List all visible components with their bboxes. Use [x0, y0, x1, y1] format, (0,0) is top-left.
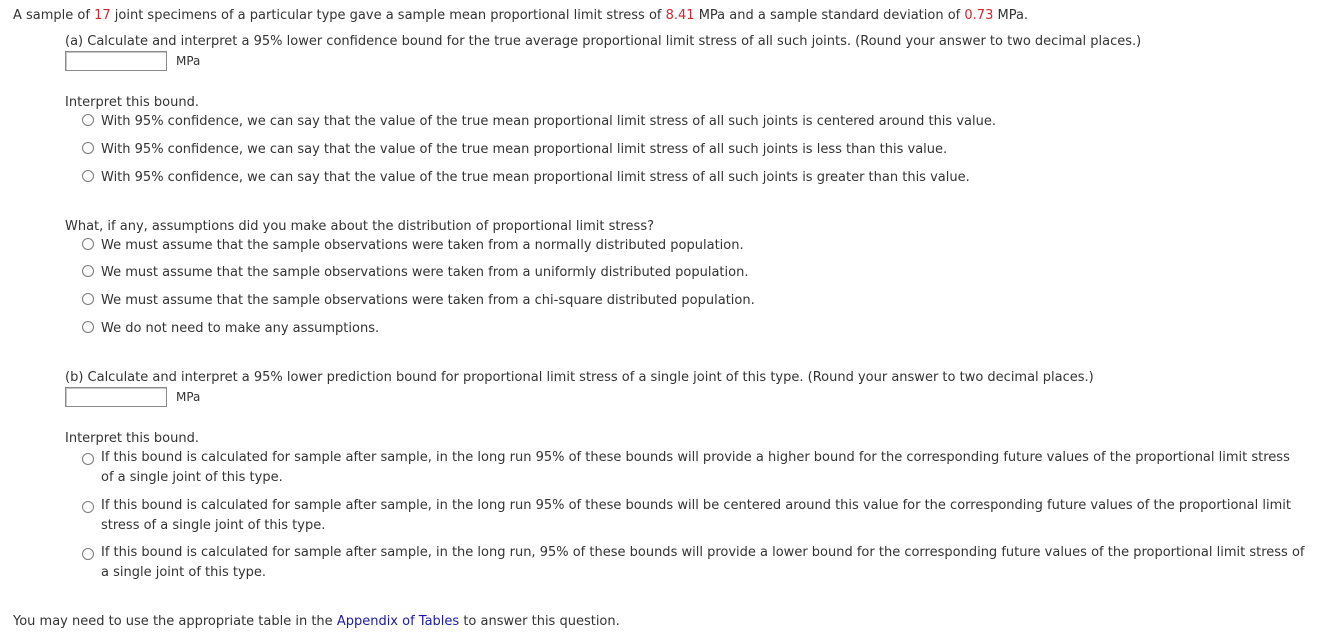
radio-button[interactable] [82, 142, 94, 154]
part-b-interpret-option[interactable]: If this bound is calculated for sample after sample, in the long run 95% of these bounds will provide a higher bound for the corresponding future values of the proportional limit stress of a single joint of this type. [82, 451, 1306, 488]
part-a-interpret-option[interactable]: With 95% confidence, we can say that the value of the true mean proportional limit stress of all such joints is less than this value. [82, 140, 947, 160]
part-b-prompt: (b) Calculate and interpret a 95% lower prediction bound for proportional limit stress of a single joint of this type. (Round your answer to two decimal places.) [65, 370, 1094, 385]
part-a-assumption-label: What, if any, assumptions did you make about the distribution of proportional limit stress? [65, 219, 654, 234]
radio-button[interactable] [82, 293, 94, 305]
radio-button[interactable] [82, 238, 94, 250]
part-a-unit-label: MPa [176, 54, 201, 68]
part-a-answer-input[interactable] [65, 51, 167, 71]
problem-statement: A sample of 17 joint specimens of a particular type gave a sample mean proportional limit stress of 8.41 MPa and a sample standard deviation of 0.73 MPa. [13, 8, 1029, 23]
footer-note: You may need to use the appropriate table in the Appendix of Tables to answer this question. [13, 614, 620, 629]
part-a-interpret-label: Interpret this bound. [65, 95, 199, 110]
part-a-assumption-option[interactable]: We do not need to make any assumptions. [82, 319, 379, 339]
part-b-interpret-option[interactable]: If this bound is calculated for sample after sample, in the long run, 95% of these bounds will provide a lower bound for the corresponding future values of the proportional limit stress of a single joint of this type. [82, 546, 1306, 583]
sample-mean-value: 8.41 [665, 8, 695, 23]
appendix-of-tables-link[interactable]: Appendix of Tables [336, 614, 460, 629]
part-a-prompt: (a) Calculate and interpret a 95% lower confidence bound for the true average proportional limit stress of all such joints. (Round your answer to two decimal places.) [65, 34, 1142, 49]
radio-button[interactable] [82, 501, 94, 513]
radio-button[interactable] [82, 453, 94, 465]
sample-size-value: 17 [94, 8, 111, 23]
part-b-unit-label: MPa [176, 390, 201, 404]
part-b-interpret-option[interactable]: If this bound is calculated for sample after sample, in the long run 95% of these bounds will be centered around this value for the corresponding future values of the proportional limit stress of a single joint of this type. [82, 499, 1306, 536]
radio-button[interactable] [82, 321, 94, 333]
radio-button[interactable] [82, 548, 94, 560]
part-a-assumption-option[interactable]: We must assume that the sample observations were taken from a uniformly distributed population. [82, 263, 748, 283]
part-a-interpret-option[interactable]: With 95% confidence, we can say that the value of the true mean proportional limit stress of all such joints is centered around this value. [82, 112, 996, 132]
part-b-interpret-label: Interpret this bound. [65, 431, 199, 446]
radio-button[interactable] [82, 114, 94, 126]
part-a-assumption-option[interactable]: We must assume that the sample observations were taken from a normally distributed population. [82, 236, 744, 256]
part-b-answer-input[interactable] [65, 387, 167, 407]
part-a-interpret-option[interactable]: With 95% confidence, we can say that the value of the true mean proportional limit stress of all such joints is greater than this value. [82, 168, 970, 188]
radio-button[interactable] [82, 265, 94, 277]
part-a-assumption-option[interactable]: We must assume that the sample observations were taken from a chi-square distributed population. [82, 291, 755, 311]
sample-sd-value: 0.73 [964, 8, 994, 23]
radio-button[interactable] [82, 170, 94, 182]
